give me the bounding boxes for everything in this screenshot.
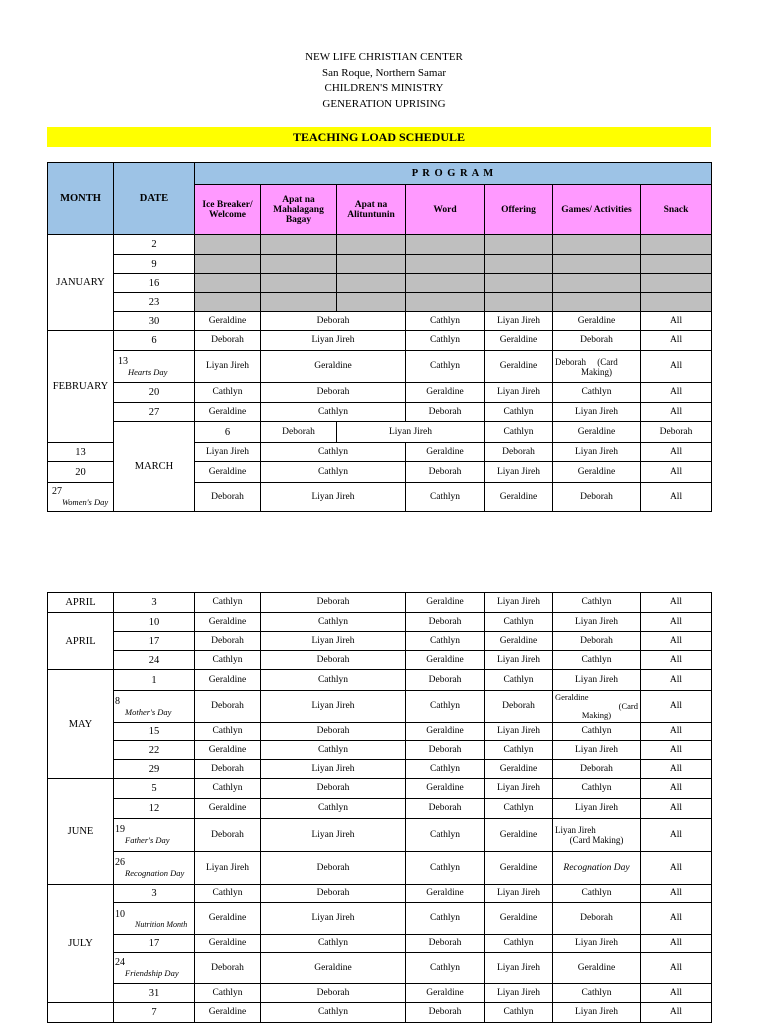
ice-breaker-cell: Geraldine	[195, 799, 261, 819]
month-label: JULY	[48, 885, 114, 1003]
offering-cell: Liyan Jireh	[485, 651, 553, 670]
table-row	[48, 819, 712, 852]
offering-cell: Deborah	[485, 691, 553, 723]
snack-cell: All	[641, 953, 712, 984]
table-row	[48, 593, 712, 613]
month-label: APRIL	[48, 613, 114, 670]
games-cell: Liyan Jireh	[553, 1003, 641, 1023]
word-cell: Geraldine	[406, 723, 485, 741]
ice-breaker-cell: Cathlyn	[195, 984, 261, 1003]
apat-cell: Liyan Jireh	[261, 819, 406, 852]
ice-breaker-cell: Deborah	[195, 760, 261, 779]
date-cell: 10	[114, 613, 195, 632]
snack-cell: All	[641, 799, 712, 819]
offering-cell: Liyan Jireh	[485, 885, 553, 903]
games-cell: Liyan Jireh	[553, 613, 641, 632]
games-cell: Deborah	[553, 632, 641, 651]
church-address: San Roque, Northern Samar	[321, 67, 447, 79]
apat-cell: Liyan Jireh	[261, 331, 406, 351]
offering-cell: Deborah	[485, 443, 553, 462]
ice-breaker-cell: Geraldine	[195, 935, 261, 953]
games-cell: Deborah	[553, 760, 641, 779]
offering-cell: Geraldine	[485, 903, 553, 935]
games-cell: Geraldine	[553, 953, 641, 984]
word-cell: Geraldine	[406, 984, 485, 1003]
snack-cell: All	[641, 903, 712, 935]
month-label: APRIL	[48, 593, 114, 613]
apat-cell: Deborah	[261, 984, 406, 1003]
offering-cell: Liyan Jireh	[485, 312, 553, 331]
group-name: GENERATION UPRISING	[322, 98, 446, 110]
date-cell: 24 Friendship Day	[114, 953, 195, 984]
date-cell: 3	[114, 885, 195, 903]
apat-cell: Deborah	[261, 885, 406, 903]
ice-breaker-cell: Cathlyn	[195, 723, 261, 741]
games-cell: Cathlyn	[553, 885, 641, 903]
offering-cell: Liyan Jireh	[485, 984, 553, 1003]
word-cell: Deborah	[406, 741, 485, 760]
word-cell: Geraldine	[406, 443, 485, 462]
word-cell: Cathlyn	[406, 632, 485, 651]
apat-cell: Deborah	[261, 723, 406, 741]
games-cell: Recognation Day	[553, 852, 641, 885]
offering-cell: Cathlyn	[485, 799, 553, 819]
table-row	[48, 293, 712, 312]
snack-cell: All	[641, 984, 712, 1003]
games-cell: Deborah	[553, 331, 641, 351]
date-cell: 16	[114, 274, 195, 293]
snack-cell: All	[641, 632, 712, 651]
date-note: Father's Day	[125, 835, 170, 845]
word-cell: Deborah	[406, 1003, 485, 1023]
offering-cell: Geraldine	[485, 760, 553, 779]
apat-cell: Cathlyn	[261, 613, 406, 632]
ice-breaker-cell: Liyan Jireh	[195, 443, 261, 462]
ice-breaker-cell: Deborah	[195, 632, 261, 651]
date-cell: 27	[114, 403, 195, 422]
ice-breaker-cell: Cathlyn	[195, 383, 261, 403]
word-cell: Cathlyn	[406, 351, 485, 383]
table-row	[48, 984, 712, 1003]
date-cell: 30	[114, 312, 195, 331]
date-cell: 24	[114, 651, 195, 670]
table-row	[48, 935, 712, 953]
header-apat-alituntunin: Apat na Alituntunin	[337, 185, 406, 235]
word-cell: Deborah	[406, 403, 485, 422]
snack-cell: All	[641, 691, 712, 723]
date-note: Friendship Day	[125, 968, 179, 978]
games-cell: Liyan Jireh	[553, 403, 641, 422]
word-cell: Cathlyn	[406, 331, 485, 351]
games-cell: Cathlyn	[553, 723, 641, 741]
apat-cell: Cathlyn	[261, 741, 406, 760]
ice-breaker-cell: Liyan Jireh	[195, 351, 261, 383]
apat-cell: Deborah	[261, 852, 406, 885]
apat-cell: Cathlyn	[261, 935, 406, 953]
table-row	[48, 953, 712, 984]
table-row	[48, 632, 712, 651]
header-program: P R O G R A M	[195, 163, 712, 185]
header-date: DATE	[114, 163, 195, 235]
apat-cell: Deborah	[261, 651, 406, 670]
snack-cell: All	[641, 935, 712, 953]
offering-cell: Liyan Jireh	[485, 723, 553, 741]
games-cell: Deborah	[641, 422, 712, 443]
date-note: Nutrition Month	[135, 919, 188, 929]
table-row	[48, 779, 712, 799]
date-cell: 5	[114, 779, 195, 799]
month-label	[48, 1003, 114, 1023]
snack-cell: All	[641, 312, 712, 331]
date-cell: 17	[114, 935, 195, 953]
snack-cell: All	[641, 852, 712, 885]
games-cell: Geraldine	[553, 462, 641, 483]
date-cell: 22	[114, 741, 195, 760]
snack-cell: All	[641, 483, 712, 512]
snack-cell: All	[641, 613, 712, 632]
table-row	[48, 799, 712, 819]
snack-cell: All	[641, 819, 712, 852]
ice-breaker-cell: Geraldine	[195, 312, 261, 331]
date-cell: 20	[48, 462, 114, 483]
table-row	[48, 235, 712, 255]
table-row	[48, 1003, 712, 1023]
games-cell: Deborah (Card Making)	[553, 351, 641, 383]
table-row	[48, 403, 712, 422]
word-cell: Deborah	[406, 613, 485, 632]
ice-breaker-cell: Geraldine	[195, 403, 261, 422]
offering-cell: Geraldine	[553, 422, 641, 443]
offering-cell: Geraldine	[485, 632, 553, 651]
snack-cell: All	[641, 331, 712, 351]
word-cell: Geraldine	[406, 651, 485, 670]
date-cell: 13 Hearts Day	[114, 351, 195, 383]
snack-cell: All	[641, 723, 712, 741]
date-cell: 3	[114, 593, 195, 613]
table-row	[48, 651, 712, 670]
date-cell: 19 Father's Day	[114, 819, 195, 852]
date-note: Women's Day	[62, 497, 109, 507]
ministry-name: CHILDREN'S MINISTRY	[324, 82, 444, 94]
table-row	[48, 852, 712, 885]
word-cell: Cathlyn	[406, 760, 485, 779]
ice-breaker-cell: Deborah	[195, 331, 261, 351]
ice-breaker-cell: Geraldine	[195, 670, 261, 691]
apat-cell: Cathlyn	[261, 462, 406, 483]
date-cell: 26 Recognation Day	[114, 852, 195, 885]
date-cell: 2	[114, 235, 195, 255]
schedule-title: TEACHING LOAD SCHEDULE	[47, 127, 711, 147]
header-apat-mahalagang-bagay: Apat na Mahalagang Bagay	[261, 185, 337, 235]
offering-cell: Geraldine	[485, 852, 553, 885]
snack-cell: All	[641, 651, 712, 670]
table-row	[48, 274, 712, 293]
ice-breaker-cell: Deborah	[261, 422, 337, 443]
word-cell: Cathlyn	[406, 852, 485, 885]
table-row	[48, 760, 712, 779]
games-cell: Deborah	[553, 903, 641, 935]
games-cell: Cathlyn	[553, 383, 641, 403]
date-cell: 7	[114, 1003, 195, 1023]
snack-cell: All	[641, 383, 712, 403]
offering-cell: Geraldine	[485, 331, 553, 351]
ice-breaker-cell: Liyan Jireh	[195, 852, 261, 885]
games-cell: Cathlyn	[553, 984, 641, 1003]
ice-breaker-cell: Cathlyn	[195, 593, 261, 613]
apat-cell: Geraldine	[261, 351, 406, 383]
word-cell: Geraldine	[406, 779, 485, 799]
snack-cell: All	[641, 1003, 712, 1023]
date-cell: 13	[48, 443, 114, 462]
apat-cell: Deborah	[261, 383, 406, 403]
games-cell: Cathlyn	[553, 779, 641, 799]
date-note: Recognation Day	[125, 868, 185, 878]
snack-cell: All	[641, 760, 712, 779]
table-row	[48, 331, 712, 351]
word-cell: Cathlyn	[406, 819, 485, 852]
apat-cell: Cathlyn	[261, 799, 406, 819]
word-cell: Deborah	[406, 670, 485, 691]
word-cell: Cathlyn	[406, 953, 485, 984]
snack-cell: All	[641, 670, 712, 691]
date-cell: 6	[195, 422, 261, 443]
month-label: FEBRUARY	[48, 331, 114, 443]
apat-cell: Liyan Jireh	[261, 632, 406, 651]
offering-cell: Cathlyn	[485, 613, 553, 632]
games-cell: Cathlyn	[553, 593, 641, 613]
snack-cell: All	[641, 462, 712, 483]
table-row	[48, 903, 712, 935]
word-cell: Cathlyn	[485, 422, 553, 443]
apat-cell: Deborah	[261, 593, 406, 613]
table-row	[48, 312, 712, 331]
offering-cell: Liyan Jireh	[485, 953, 553, 984]
word-cell: Cathlyn	[406, 312, 485, 331]
header-word: Word	[406, 185, 485, 235]
church-name: NEW LIFE CHRISTIAN CENTER	[305, 51, 463, 63]
table-row	[48, 670, 712, 691]
date-cell: 6	[114, 331, 195, 351]
date-cell: 8 Mother's Day	[114, 691, 195, 723]
table-row	[48, 741, 712, 760]
header-ice-breaker: Ice Breaker/ Welcome	[195, 185, 261, 235]
games-cell: Liyan Jireh (Card Making)	[553, 819, 641, 852]
ice-breaker-cell: Cathlyn	[195, 885, 261, 903]
games-cell: Geraldine	[553, 312, 641, 331]
apat-cell: Deborah	[261, 779, 406, 799]
date-cell: 17	[114, 632, 195, 651]
word-cell: Cathlyn	[406, 903, 485, 935]
table-row	[48, 723, 712, 741]
apat-cell: Geraldine	[261, 953, 406, 984]
offering-cell: Cathlyn	[485, 741, 553, 760]
ice-breaker-cell: Geraldine	[195, 613, 261, 632]
ice-breaker-cell: Geraldine	[195, 903, 261, 935]
offering-cell: Liyan Jireh	[485, 462, 553, 483]
offering-cell: Cathlyn	[485, 670, 553, 691]
offering-cell: Cathlyn	[485, 403, 553, 422]
ice-breaker-cell: Geraldine	[195, 1003, 261, 1023]
word-cell: Geraldine	[406, 885, 485, 903]
snack-cell: All	[641, 885, 712, 903]
schedule-table-1	[47, 162, 712, 512]
date-cell: 1	[114, 670, 195, 691]
table-row	[48, 255, 712, 274]
header-offering: Offering	[485, 185, 553, 235]
date-cell: 10 Nutrition Month	[114, 903, 195, 935]
ice-breaker-cell: Deborah	[195, 819, 261, 852]
apat-cell: Deborah	[261, 312, 406, 331]
apat-cell: Cathlyn	[261, 670, 406, 691]
ice-breaker-cell: Deborah	[195, 953, 261, 984]
offering-cell: Geraldine	[485, 819, 553, 852]
date-cell: 27 Women's Day	[48, 483, 114, 512]
snack-cell: All	[641, 593, 712, 613]
games-cell: Cathlyn	[553, 651, 641, 670]
offering-cell: Cathlyn	[485, 935, 553, 953]
word-cell: Cathlyn	[406, 483, 485, 512]
offering-cell: Cathlyn	[485, 1003, 553, 1023]
snack-cell: All	[641, 443, 712, 462]
ice-breaker-cell: Geraldine	[195, 741, 261, 760]
apat-cell: Cathlyn	[261, 443, 406, 462]
header-games: Games/ Activities	[553, 185, 641, 235]
header-month: MONTH	[48, 163, 114, 235]
date-cell: 23	[114, 293, 195, 312]
ice-breaker-cell: Deborah	[195, 691, 261, 723]
games-cell: Liyan Jireh	[553, 799, 641, 819]
word-cell: Deborah	[406, 462, 485, 483]
date-cell: 9	[114, 255, 195, 274]
word-cell: Cathlyn	[406, 691, 485, 723]
date-cell: 20	[114, 383, 195, 403]
apat-cell: Cathlyn	[261, 403, 406, 422]
word-cell: Deborah	[406, 799, 485, 819]
month-label: JANUARY	[48, 235, 114, 331]
games-cell: Liyan Jireh	[553, 443, 641, 462]
date-note: Mother's Day	[125, 706, 172, 717]
snack-cell: All	[641, 741, 712, 760]
games-cell: Liyan Jireh	[553, 741, 641, 760]
apat-cell: Liyan Jireh	[337, 422, 485, 443]
ice-breaker-cell: Cathlyn	[195, 779, 261, 799]
apat-cell: Liyan Jireh	[261, 483, 406, 512]
snack-cell: All	[641, 351, 712, 383]
games-cell: Deborah	[553, 483, 641, 512]
month-label: MARCH	[114, 422, 195, 512]
header-snack: Snack	[641, 185, 712, 235]
games-cell: Liyan Jireh	[553, 670, 641, 691]
apat-cell: Liyan Jireh	[261, 760, 406, 779]
apat-cell: Liyan Jireh	[261, 691, 406, 723]
apat-cell: Cathlyn	[261, 1003, 406, 1023]
apat-cell: Liyan Jireh	[261, 903, 406, 935]
offering-cell: Liyan Jireh	[485, 383, 553, 403]
offering-cell: Liyan Jireh	[485, 779, 553, 799]
ice-breaker-cell: Deborah	[195, 483, 261, 512]
table-row	[48, 613, 712, 632]
date-note: Hearts Day	[128, 366, 168, 377]
word-cell: Geraldine	[406, 593, 485, 613]
date-cell: 29	[114, 760, 195, 779]
word-cell: Geraldine	[406, 383, 485, 403]
table-row	[48, 885, 712, 903]
games-cell: Liyan Jireh	[553, 935, 641, 953]
table-row	[48, 691, 712, 723]
offering-cell: Geraldine	[485, 483, 553, 512]
offering-cell: Liyan Jireh	[485, 593, 553, 613]
ice-breaker-cell: Cathlyn	[195, 651, 261, 670]
date-cell: 15	[114, 723, 195, 741]
ice-breaker-cell: Geraldine	[195, 462, 261, 483]
snack-cell: All	[641, 779, 712, 799]
table-row	[48, 351, 712, 383]
month-label: MAY	[48, 670, 114, 779]
table-row	[48, 383, 712, 403]
table-row	[48, 422, 712, 443]
date-cell: 12	[114, 799, 195, 819]
schedule-table-2	[47, 592, 712, 1023]
month-label: JUNE	[48, 779, 114, 885]
date-cell: 31	[114, 984, 195, 1003]
games-cell: Geraldine (Card Making)	[553, 691, 641, 723]
word-cell: Deborah	[406, 935, 485, 953]
offering-cell: Geraldine	[485, 351, 553, 383]
snack-cell: All	[641, 403, 712, 422]
